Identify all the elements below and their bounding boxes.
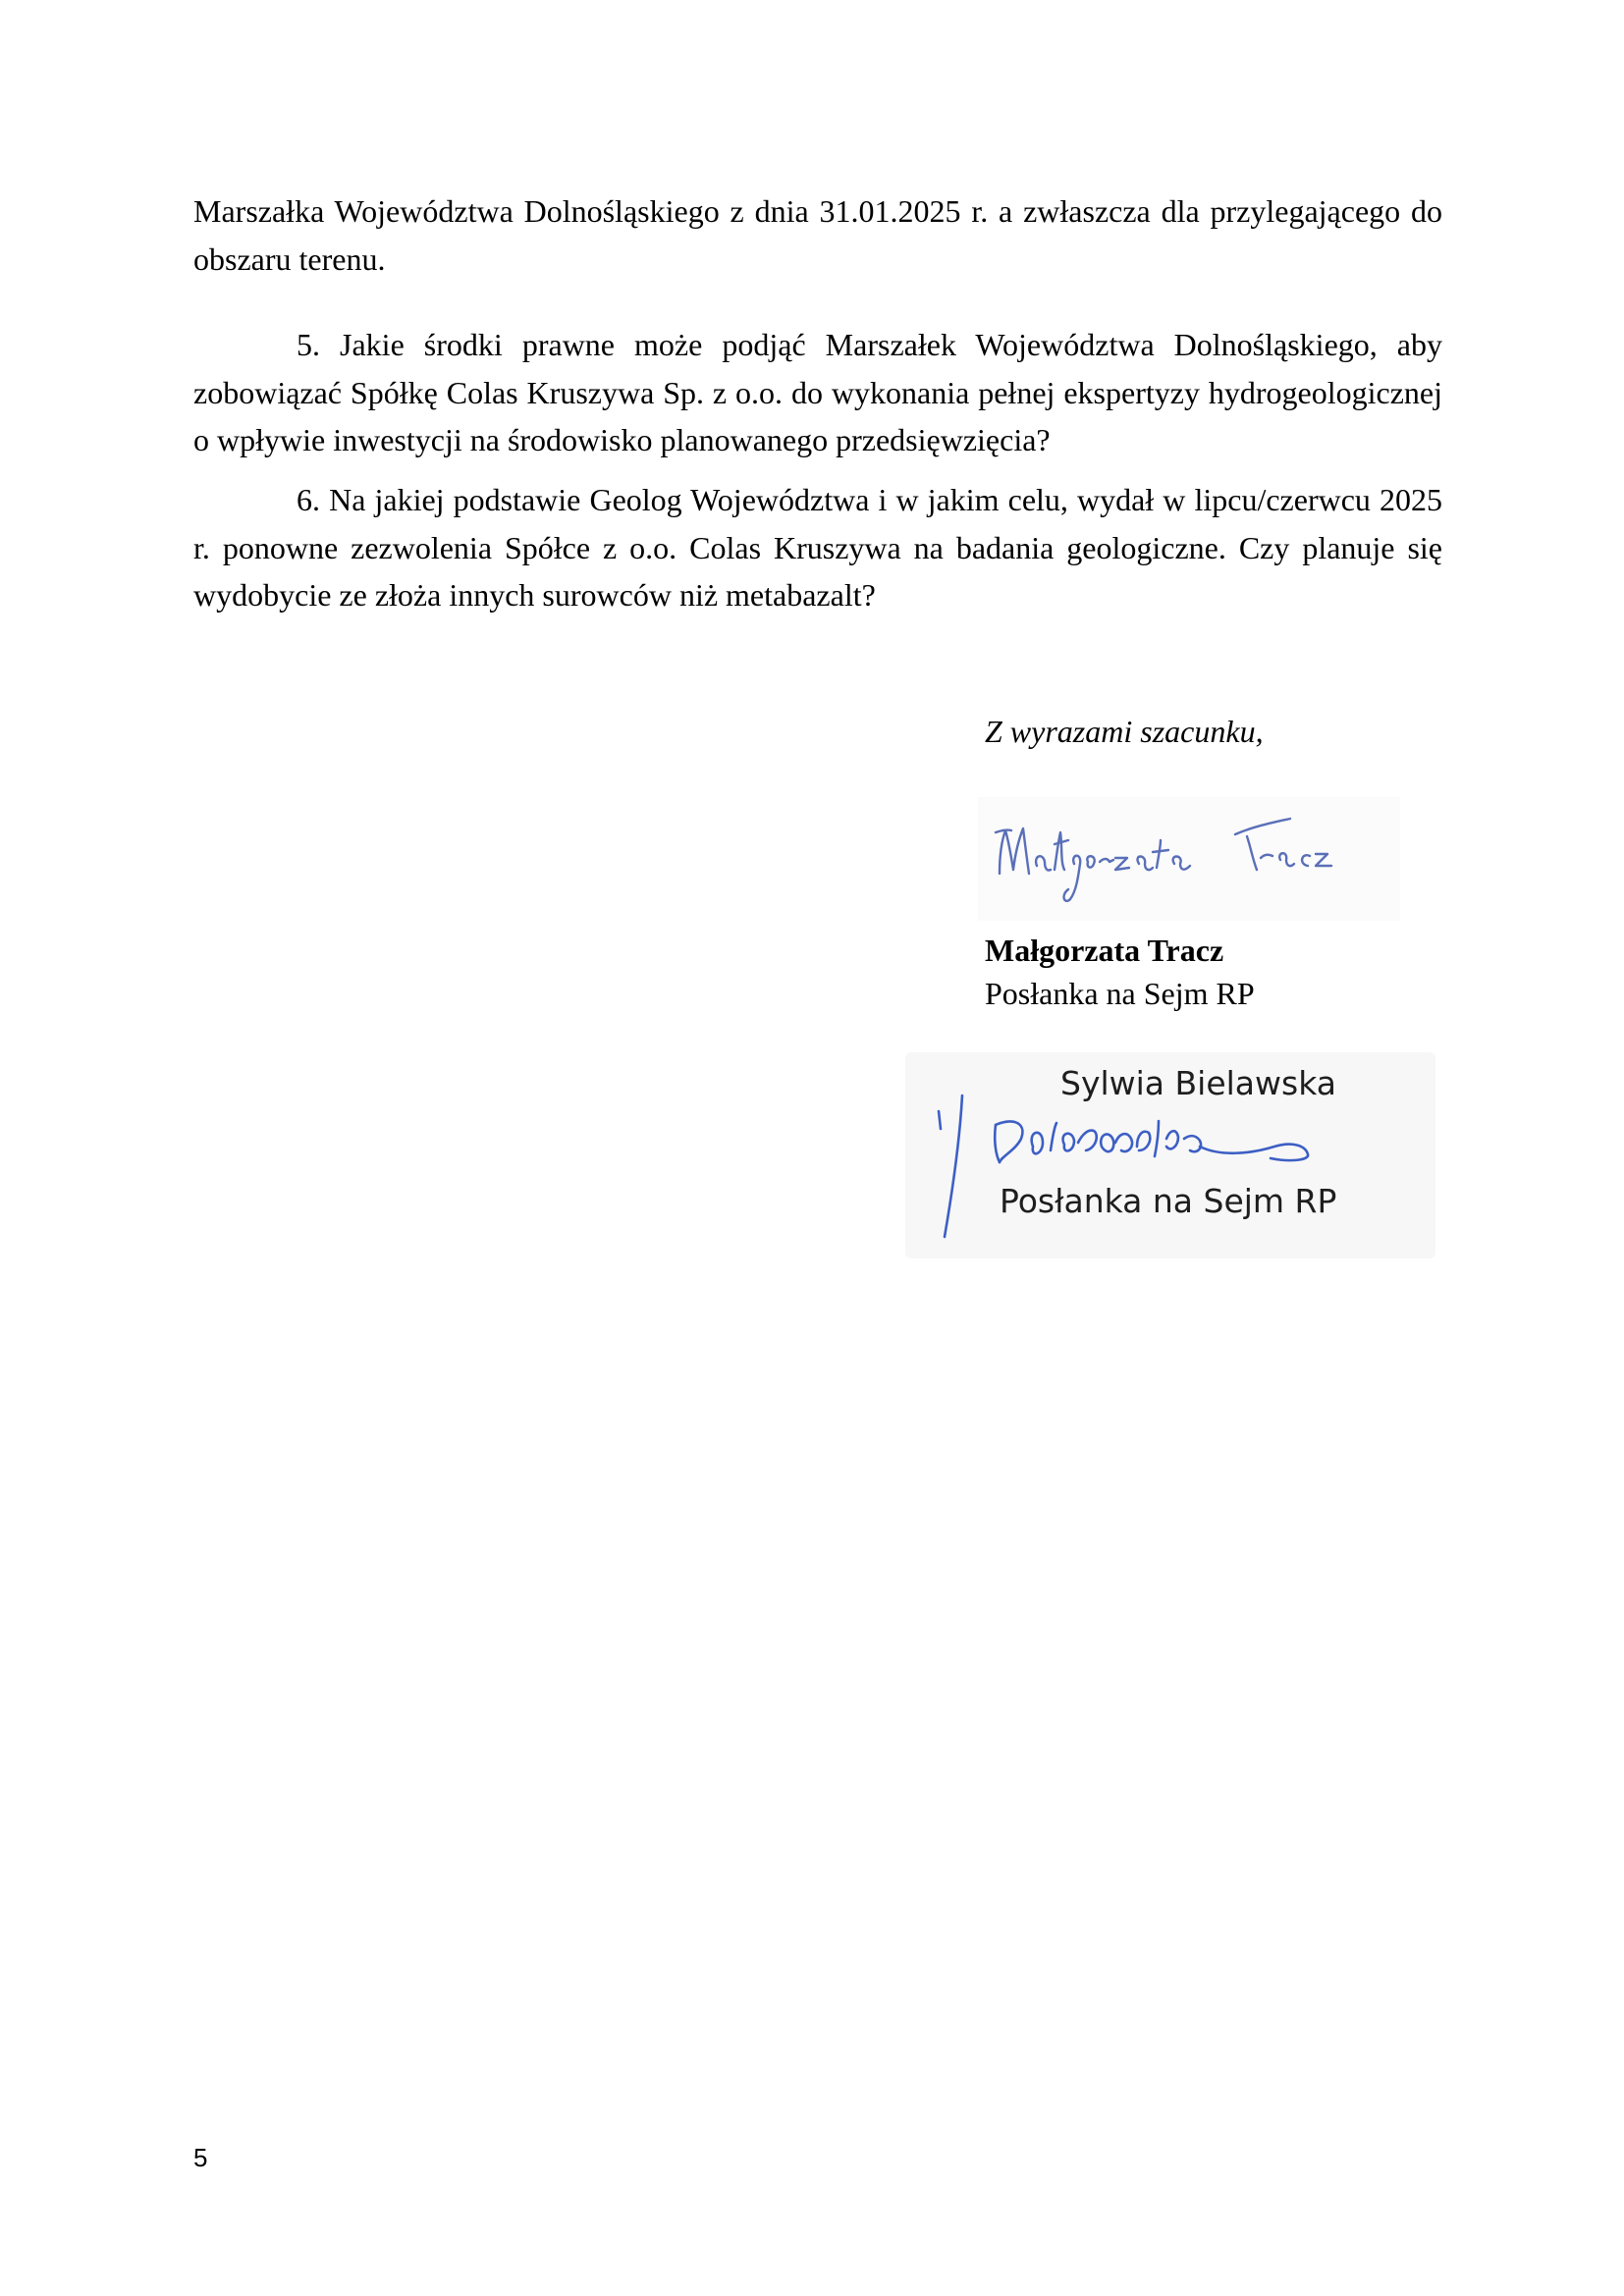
stamp-name-bielawska: Sylwia Bielawska (1060, 1064, 1336, 1102)
signatory-role-tracz: Posłanka na Sejm RP (985, 976, 1255, 1011)
stamp-role-bielawska: Posłanka na Sejm RP (1000, 1182, 1337, 1220)
signature-image-tracz (978, 797, 1400, 921)
closing-salutation: Z wyrazami szacunku, (985, 714, 1264, 749)
paragraph-question-5: 5. Jakie środki prawne może podjąć Marszałek Województwa Dolnośląskiego, aby zobowiązać Spółkę Colas Kruszywa Sp. z o.o. do wykonania pełnej ekspertyzy hydrogeologicznej o wpływie inwestycji na środowisko planowanego przedsięwzięcia? (193, 327, 1442, 457)
signatory-name-tracz: Małgorzata Tracz (985, 933, 1224, 968)
page-number: 5 (193, 2143, 208, 2172)
paragraph-continuation: Marszałka Województwa Dolnośląskiego z dnia 31.01.2025 r. a zwłaszcza dla przylegającego do obszaru terenu. (193, 193, 1442, 277)
paragraph-question-6: 6. Na jakiej podstawie Geolog Województwa i w jakim celu, wydał w lipcu/czerwcu 2025 r. ponowne zezwolenia Spółce z o.o. Colas Kruszywa na badania geologiczne. Czy planuje się wydobycie ze złoża innych surowców niż metabazalt? (193, 482, 1442, 613)
handwritten-signature-tracz (978, 797, 1400, 921)
